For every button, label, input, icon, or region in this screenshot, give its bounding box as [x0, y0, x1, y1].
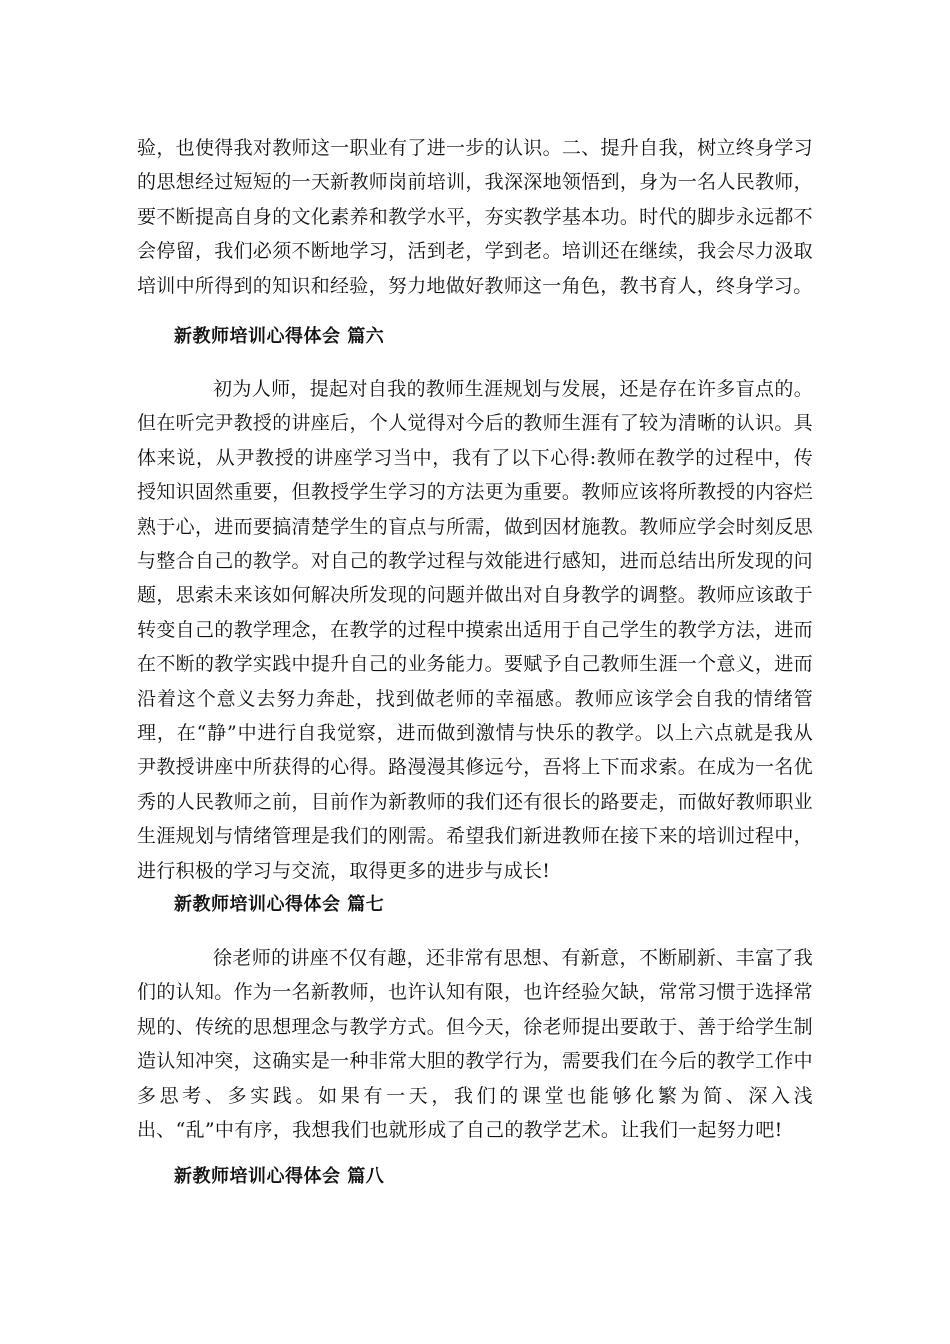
section-heading-6: 新教师培训心得体会 篇六	[174, 326, 385, 347]
paragraph-continued: 验，也使得我对教师这一职业有了进一步的认识。二、提升自我，树立终身学习的思想经过短短的一天新教师岗前培训，我深深地领悟到，身为一名人民教师，要不断提高自身的文化素养和教学水平，夯实教学基本功。时代的脚步永远都不会停留，我们必须不断地学习，活到老，学到老。培训还在继续，我会尽力汲取培训中所得到的知识和经验，努力地做好教师这一角色，教书育人，终身学习。	[137, 137, 813, 297]
section-heading-7: 新教师培训心得体会 篇七	[174, 894, 385, 915]
section-heading-8: 新教师培训心得体会 篇八	[174, 1166, 385, 1187]
paragraph-section-6: 初为人师，提起对自我的教师生涯规划与发展，还是存在许多盲点的。但在听完尹教授的讲座后，个人觉得对今后的教师生涯有了较为清晰的认识。具体来说，从尹教授的讲座学习当中，我有了以下心得:教师在教学的过程中，传授知识固然重要，但教授学生学习的方法更为重要。教师应该将所教授的内容烂熟于心，进而要搞清楚学生的盲点与所需，做到因材施教。教师应学会时刻反思与整合自己的教学。对自己的教学过程与效能进行感知，进而总结出所发现的问题，思索未来该如何解决所发现的问题并做出对自身教学的调整。教师应该敢于转变自己的教学理念，在教学的过程中摸索出适用于自己学生的教学方法，进而在不断的教学实践中提升自己的业务能力。要赋予自己教师生涯一个意义，进而沿着这个意义去努力奔赴，找到做老师的幸福感。教师应该学会自我的情绪管理，在“静”中进行自我觉察，进而做到激情与快乐的教学。以上六点就是我从尹教授讲座中所获得的心得。路漫漫其修远兮，吾将上下而求索。在成为一名优秀的人民教师之前，目前作为新教师的我们还有很长的路要走，而做好教师职业生涯规划与情绪管理是我们的刚需。希望我们新进教师在接下来的培训过程中，进行积极的学习与交流，取得更多的进步与成长!	[137, 378, 813, 882]
paragraph-section-7: 徐老师的讲座不仅有趣，还非常有思想、有新意，不断刷新、丰富了我们的认知。作为一名新教师，也许认知有限，也许经验欠缺，常常习惯于选择常规的、传统的思想理念与教学方式。但今天，徐老师提出要敢于、善于给学生制造认知冲突，这确实是一种非常大胆的教学行为，需要我们在今后的教学工作中多思考、多实践。如果有一天，我们的课堂也能够化繁为简、深入浅出、“乱”中有序，我想我们也就形成了自己的教学艺术。让我们一起努力吧!	[137, 947, 813, 1142]
